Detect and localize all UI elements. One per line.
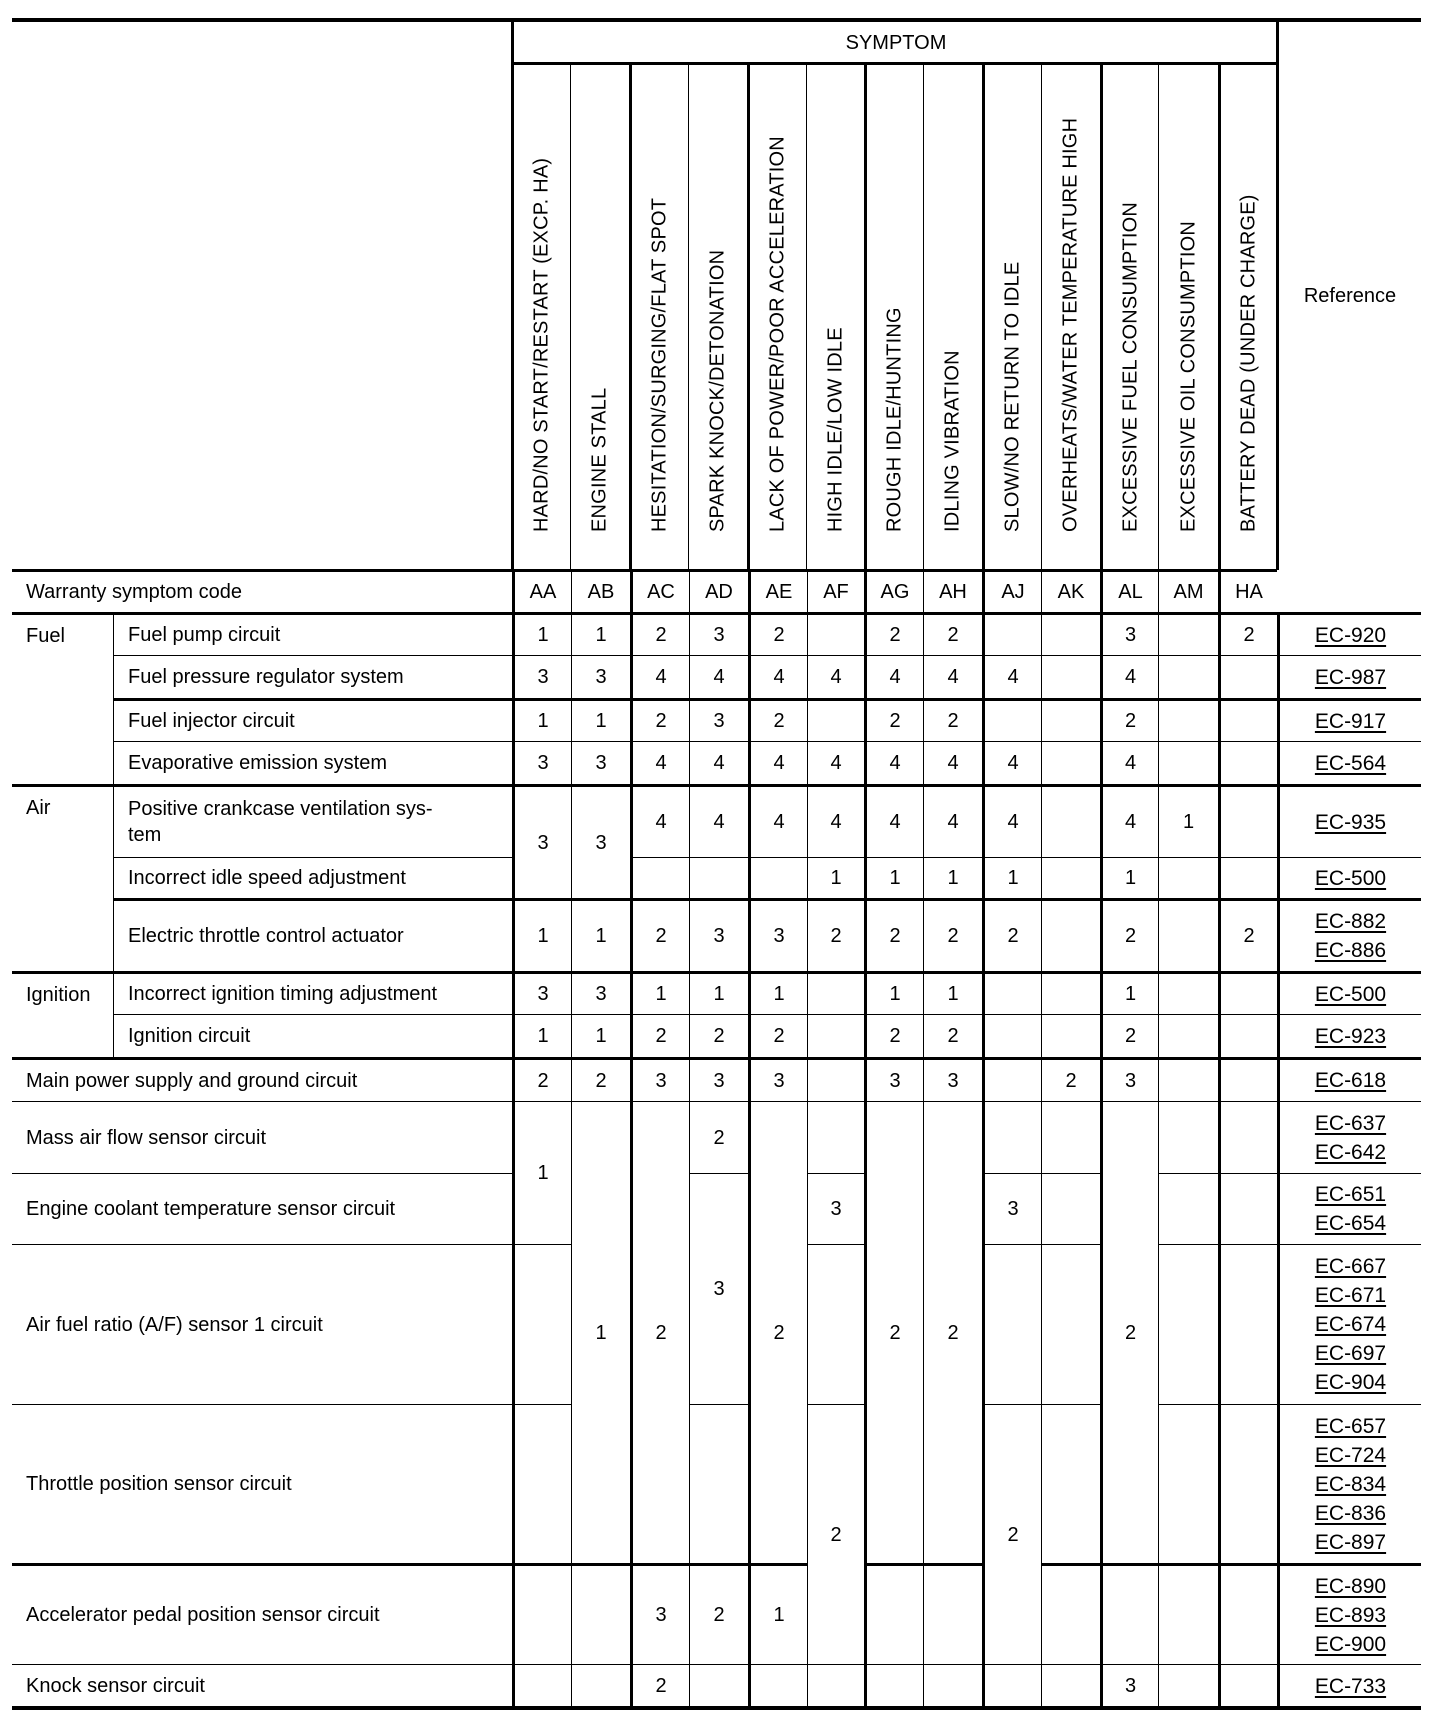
rating-cell (982, 612, 1041, 655)
symptom-item-label: Mass air flow sensor circuit (12, 1101, 512, 1173)
symptom-item-label: Incorrect ignition timing adjustment (113, 971, 512, 1014)
reference-cell (1277, 1563, 1421, 1664)
rating-cell: 2 (630, 1101, 689, 1563)
reference-link[interactable]: EC-674 (1314, 1313, 1387, 1336)
reference-cell (1277, 971, 1421, 1014)
rating-cell (1158, 741, 1218, 784)
symptom-header-ha: BATTERY DEAD (UNDER CHARGE) (1218, 64, 1277, 569)
rating-cell: 1 (689, 971, 748, 1014)
rating-cell: 2 (512, 1057, 571, 1101)
rating-cell: 4 (630, 784, 689, 857)
rating-cell: 2 (748, 612, 807, 655)
reference-link[interactable]: EC-651 (1314, 1183, 1387, 1206)
symptom-header-ae: LACK OF POWER/POOR ACCELERATION (747, 64, 806, 569)
symptom-header-ag: ROUGH IDLE/HUNTING (864, 64, 923, 569)
rating-cell (1158, 1173, 1218, 1244)
rating-cell: 3 (1100, 1664, 1158, 1707)
symptom-group-header (511, 22, 1278, 64)
rating-cell: 4 (1100, 655, 1158, 698)
rating-cell: 4 (807, 741, 864, 784)
warranty-code-ah: AH (923, 569, 982, 612)
rating-cell: 1 (864, 857, 923, 898)
rating-cell (1158, 1563, 1218, 1664)
rating-cell (748, 1664, 807, 1707)
rating-cell (1041, 1014, 1100, 1057)
rating-cell: 4 (748, 655, 807, 698)
rating-cell (1041, 612, 1100, 655)
rating-cell (1158, 971, 1218, 1014)
warranty-code-ha: HA (1218, 569, 1277, 612)
rating-cell: 2 (864, 612, 923, 655)
reference-link[interactable]: EC-657 (1314, 1414, 1387, 1438)
rating-cell (1041, 1244, 1100, 1404)
rating-cell: 2 (807, 898, 864, 971)
rating-cell: 1 (1100, 971, 1158, 1014)
reference-link[interactable]: EC-893 (1314, 1603, 1387, 1627)
rating-cell: 4 (1100, 741, 1158, 784)
rating-cell (1041, 1173, 1100, 1244)
warranty-code-aa: AA (512, 569, 571, 612)
rating-cell (1218, 971, 1277, 1014)
symptom-header-ah: IDLING VIBRATION (923, 64, 982, 569)
reference-link[interactable]: EC-920 (1314, 623, 1387, 647)
rating-cell (1158, 1244, 1218, 1404)
reference-header (1276, 22, 1421, 570)
rating-cell (807, 698, 864, 741)
rating-cell: 4 (864, 655, 923, 698)
rating-cell: 4 (630, 655, 689, 698)
rating-cell: 1 (1100, 857, 1158, 898)
rating-cell (1218, 655, 1277, 698)
rating-cell: 1 (571, 1014, 630, 1057)
rating-cell: 3 (512, 741, 571, 784)
rating-cell (807, 1014, 864, 1057)
rating-cell: 4 (689, 741, 748, 784)
reference-link[interactable]: EC-904 (1314, 1371, 1387, 1394)
rating-cell (1218, 1244, 1277, 1404)
rating-cell: 4 (923, 655, 982, 698)
rating-cell (512, 1404, 571, 1563)
rating-cell: 2 (864, 898, 923, 971)
rating-cell (1158, 655, 1218, 698)
rating-cell (982, 1014, 1041, 1057)
rating-cell (1041, 655, 1100, 698)
warranty-code-ae: AE (748, 569, 807, 612)
reference-cell (1277, 1244, 1421, 1404)
symptom-item-label: Knock sensor circuit (12, 1664, 512, 1707)
rating-cell (1158, 1664, 1218, 1707)
rating-cell: 4 (864, 741, 923, 784)
warranty-code-af: AF (807, 569, 864, 612)
rating-cell: 2 (1100, 1101, 1158, 1563)
rating-cell (982, 1664, 1041, 1707)
rating-cell (1041, 741, 1100, 784)
symptom-header-af: HIGH IDLE/LOW IDLE (806, 64, 864, 569)
rating-cell: 2 (982, 898, 1041, 971)
symptom-label: SYMPTOM (845, 32, 947, 54)
rating-cell: 4 (748, 741, 807, 784)
reference-cell (1277, 655, 1421, 698)
rating-cell (923, 1563, 982, 1664)
reference-link[interactable]: EC-637 (1314, 1111, 1387, 1135)
rating-cell (1218, 857, 1277, 898)
symptom-item-label: Accelerator pedal position sensor circuit (12, 1563, 512, 1664)
rating-cell: 3 (864, 1057, 923, 1101)
rating-cell: 1 (512, 1014, 571, 1057)
group-ignition: Ignition (12, 971, 113, 1057)
reference-link[interactable]: EC-935 (1314, 810, 1387, 834)
symptom-item-label: Throttle position sensor circuit (12, 1404, 512, 1563)
rating-cell: 2 (807, 1404, 864, 1664)
warranty-code-ak: AK (1041, 569, 1100, 612)
rating-cell (807, 1057, 864, 1101)
reference-link[interactable]: EC-500 (1314, 982, 1387, 1006)
reference-link[interactable]: EC-900 (1314, 1632, 1387, 1656)
warranty-code-ab: AB (571, 569, 630, 612)
rating-cell: 3 (689, 898, 748, 971)
rating-cell (807, 1244, 864, 1404)
rating-cell: 3 (1100, 612, 1158, 655)
rating-cell (982, 1057, 1041, 1101)
rating-cell: 4 (923, 741, 982, 784)
reference-link[interactable]: EC-886 (1314, 939, 1387, 962)
rating-cell: 2 (1100, 1014, 1158, 1057)
rating-cell: 4 (982, 655, 1041, 698)
rating-cell: 1 (748, 1563, 807, 1664)
rating-cell: 3 (807, 1173, 864, 1244)
reference-cell (1277, 1173, 1421, 1244)
rating-cell: 2 (864, 698, 923, 741)
reference-label: Reference (1303, 285, 1397, 307)
rating-cell: 3 (512, 784, 571, 898)
rating-cell: 2 (1218, 898, 1277, 971)
rating-cell: 2 (923, 1014, 982, 1057)
symptom-header-ac: HESITATION/SURGING/FLAT SPOT (629, 64, 688, 569)
rating-cell (1218, 1563, 1277, 1664)
rating-cell: 2 (630, 898, 689, 971)
rating-cell: 2 (748, 1014, 807, 1057)
rating-cell: 1 (571, 898, 630, 971)
rating-cell (1218, 1404, 1277, 1563)
rating-cell: 3 (689, 1057, 748, 1101)
reference-cell (1277, 612, 1421, 655)
rating-cell (1158, 1014, 1218, 1057)
reference-link[interactable]: EC-671 (1314, 1284, 1387, 1307)
rating-cell: 2 (748, 698, 807, 741)
reference-cell (1277, 1404, 1421, 1563)
rating-cell: 1 (571, 612, 630, 655)
reference-link[interactable]: EC-987 (1314, 665, 1387, 689)
rating-cell: 2 (689, 1101, 748, 1173)
symptom-item-label: Fuel pump circuit (113, 612, 512, 655)
rating-cell: 2 (630, 612, 689, 655)
rating-cell: 3 (630, 1563, 689, 1664)
rating-cell: 2 (748, 1101, 807, 1563)
reference-link[interactable]: EC-642 (1314, 1140, 1387, 1164)
rating-cell: 4 (982, 741, 1041, 784)
rating-cell (1158, 1101, 1218, 1173)
warranty-code-am: AM (1158, 569, 1218, 612)
symptom-item-label: Fuel injector circuit (113, 698, 512, 741)
rating-cell: 4 (923, 784, 982, 857)
rating-cell (807, 1101, 864, 1173)
rating-cell: 2 (923, 898, 982, 971)
rating-cell: 1 (512, 1101, 571, 1244)
rating-cell: 2 (923, 612, 982, 655)
rating-cell (982, 1244, 1041, 1404)
reference-cell (1277, 698, 1421, 741)
rating-cell (630, 857, 689, 898)
rating-cell (689, 1664, 748, 1707)
rating-cell (512, 1664, 571, 1707)
rating-cell (1218, 1101, 1277, 1173)
rating-cell (1041, 1563, 1100, 1664)
reference-link[interactable]: EC-733 (1314, 1674, 1387, 1698)
warranty-code-ac: AC (630, 569, 689, 612)
rating-cell: 3 (689, 698, 748, 741)
rating-cell (807, 612, 864, 655)
rating-cell (1041, 698, 1100, 741)
warranty-code-ad: AD (689, 569, 748, 612)
rating-cell (748, 857, 807, 898)
rating-cell (1158, 698, 1218, 741)
rating-cell: 1 (512, 698, 571, 741)
rating-cell: 4 (982, 784, 1041, 857)
rating-cell: 1 (512, 612, 571, 655)
rating-cell: 4 (748, 784, 807, 857)
rating-cell: 4 (807, 784, 864, 857)
reference-link[interactable]: EC-500 (1314, 866, 1387, 890)
rating-cell (923, 1664, 982, 1707)
rating-cell (807, 1664, 864, 1707)
rating-cell: 3 (512, 655, 571, 698)
warranty-code-label: Warranty symptom code (12, 569, 512, 612)
rating-cell (1158, 898, 1218, 971)
rating-cell: 2 (689, 1563, 748, 1664)
rating-cell: 3 (748, 898, 807, 971)
rating-cell: 1 (630, 971, 689, 1014)
rating-cell: 1 (571, 698, 630, 741)
rating-cell (1218, 1014, 1277, 1057)
rating-cell (1041, 1101, 1100, 1173)
reference-cell (1277, 784, 1421, 857)
symptom-item-label: Air fuel ratio (A/F) sensor 1 circuit (12, 1244, 512, 1404)
symptom-item-label: Electric throttle control actuator (113, 898, 512, 971)
rating-cell: 3 (571, 971, 630, 1014)
rating-cell: 2 (1041, 1057, 1100, 1101)
rating-cell: 3 (982, 1173, 1041, 1244)
rating-cell: 2 (1218, 612, 1277, 655)
reference-link[interactable]: EC-564 (1314, 751, 1387, 775)
rating-cell: 4 (689, 784, 748, 857)
rating-cell (982, 971, 1041, 1014)
rating-cell: 3 (923, 1057, 982, 1101)
rating-cell: 4 (689, 655, 748, 698)
reference-link[interactable]: EC-917 (1314, 709, 1387, 733)
rating-cell (689, 857, 748, 898)
rating-cell: 3 (571, 784, 630, 898)
rating-cell (1041, 857, 1100, 898)
rating-cell: 2 (571, 1057, 630, 1101)
symptom-item-label: Positive crankcase ventilation sys- tem (113, 784, 512, 857)
reference-cell (1277, 1664, 1421, 1707)
warranty-code-aj: AJ (982, 569, 1041, 612)
rating-cell: 1 (748, 971, 807, 1014)
rating-cell: 4 (807, 655, 864, 698)
reference-link[interactable]: EC-890 (1314, 1574, 1387, 1598)
rating-cell: 2 (630, 1664, 689, 1707)
rating-cell (1041, 1404, 1100, 1563)
rating-cell (1100, 1563, 1158, 1664)
rating-cell (689, 1404, 748, 1563)
rating-cell: 1 (923, 857, 982, 898)
rating-cell: 2 (982, 1404, 1041, 1664)
symptom-header-al: EXCESSIVE FUEL CONSUMPTION (1100, 64, 1158, 569)
rating-cell (1041, 971, 1100, 1014)
rating-cell: 1 (807, 857, 864, 898)
rating-cell: 4 (864, 784, 923, 857)
reference-link[interactable]: EC-897 (1314, 1530, 1387, 1554)
rating-cell (1158, 612, 1218, 655)
reference-link[interactable]: EC-667 (1314, 1255, 1387, 1278)
rating-cell: 1 (923, 971, 982, 1014)
rating-cell: 2 (1100, 698, 1158, 741)
reference-link[interactable]: EC-654 (1314, 1212, 1387, 1235)
symptom-header-am: EXCESSIVE OIL CONSUMPTION (1158, 64, 1218, 569)
reference-link[interactable]: EC-724 (1314, 1443, 1387, 1467)
rating-cell: 3 (689, 612, 748, 655)
reference-link[interactable]: EC-923 (1314, 1024, 1387, 1048)
reference-cell (1277, 1057, 1421, 1101)
symptom-header-ab: ENGINE STALL (570, 64, 629, 569)
rating-cell: 3 (571, 741, 630, 784)
reference-link[interactable]: EC-697 (1314, 1342, 1387, 1365)
rating-cell (512, 1244, 571, 1404)
rating-cell (1218, 1057, 1277, 1101)
rating-cell: 2 (923, 698, 982, 741)
warranty-code-al: AL (1100, 569, 1158, 612)
reference-cell (1277, 741, 1421, 784)
rating-cell (864, 1664, 923, 1707)
rating-cell (1158, 857, 1218, 898)
rating-cell: 3 (630, 1057, 689, 1101)
reference-link[interactable]: EC-836 (1314, 1501, 1387, 1525)
rating-cell (1218, 1173, 1277, 1244)
reference-cell (1277, 1014, 1421, 1057)
symptom-header-aj: SLOW/NO RETURN TO IDLE (982, 64, 1041, 569)
rating-cell: 3 (512, 971, 571, 1014)
rating-cell: 2 (864, 1101, 923, 1563)
rating-cell: 3 (748, 1057, 807, 1101)
rating-cell: 2 (630, 698, 689, 741)
symptom-header-ad: SPARK KNOCK/DETONATION (688, 64, 747, 569)
rating-cell: 1 (864, 971, 923, 1014)
rating-cell: 4 (1100, 784, 1158, 857)
rating-cell: 1 (1158, 784, 1218, 857)
rating-cell: 2 (923, 1101, 982, 1563)
reference-cell (1277, 898, 1421, 971)
rating-cell: 2 (630, 1014, 689, 1057)
rating-cell: 4 (630, 741, 689, 784)
rating-cell (982, 698, 1041, 741)
rating-cell (1158, 1057, 1218, 1101)
rating-cell (1218, 784, 1277, 857)
table-bottom-rule (12, 1706, 1421, 1710)
rating-cell: 1 (571, 1101, 630, 1563)
rating-cell: 3 (571, 655, 630, 698)
warranty-code-ag: AG (864, 569, 923, 612)
symptom-item-label: Ignition circuit (113, 1014, 512, 1057)
rating-cell (1041, 784, 1100, 857)
symptom-item-label: Engine coolant temperature sensor circuit (12, 1173, 512, 1244)
rating-cell: 2 (689, 1014, 748, 1057)
symptom-header-ak: OVERHEATS/WATER TEMPERATURE HIGH (1041, 64, 1100, 569)
rating-cell (807, 971, 864, 1014)
symptom-header-aa: HARD/NO START/RESTART (EXCP. HA) (511, 64, 570, 569)
reference-cell (1277, 1101, 1421, 1173)
symptom-item-label: Incorrect idle speed adjustment (113, 857, 512, 898)
rating-cell: 1 (512, 898, 571, 971)
group-air: Air (12, 784, 113, 971)
symptom-item-label: Fuel pressure regulator system (113, 655, 512, 698)
rating-cell (1041, 1664, 1100, 1707)
group-fuel: Fuel (12, 612, 113, 784)
rating-cell (571, 1664, 630, 1707)
rating-cell (1041, 898, 1100, 971)
reference-link[interactable]: EC-834 (1314, 1472, 1387, 1496)
rating-cell (1218, 698, 1277, 741)
symptom-item-label: Evaporative emission system (113, 741, 512, 784)
rating-cell (1158, 1404, 1218, 1563)
rating-cell: 3 (689, 1173, 748, 1404)
rating-cell (1218, 741, 1277, 784)
rating-cell (1218, 1664, 1277, 1707)
rating-cell: 1 (982, 857, 1041, 898)
rating-cell (512, 1563, 571, 1664)
rating-cell: 2 (864, 1014, 923, 1057)
rating-cell (982, 1101, 1041, 1173)
rating-cell: 2 (1100, 898, 1158, 971)
symptom-item-label: Main power supply and ground circuit (12, 1057, 512, 1101)
reference-link[interactable]: EC-882 (1314, 910, 1387, 933)
rating-cell: 3 (1100, 1057, 1158, 1101)
reference-link[interactable]: EC-618 (1314, 1069, 1387, 1092)
rating-cell (864, 1563, 923, 1664)
reference-cell (1277, 857, 1421, 898)
rating-cell (571, 1563, 630, 1664)
